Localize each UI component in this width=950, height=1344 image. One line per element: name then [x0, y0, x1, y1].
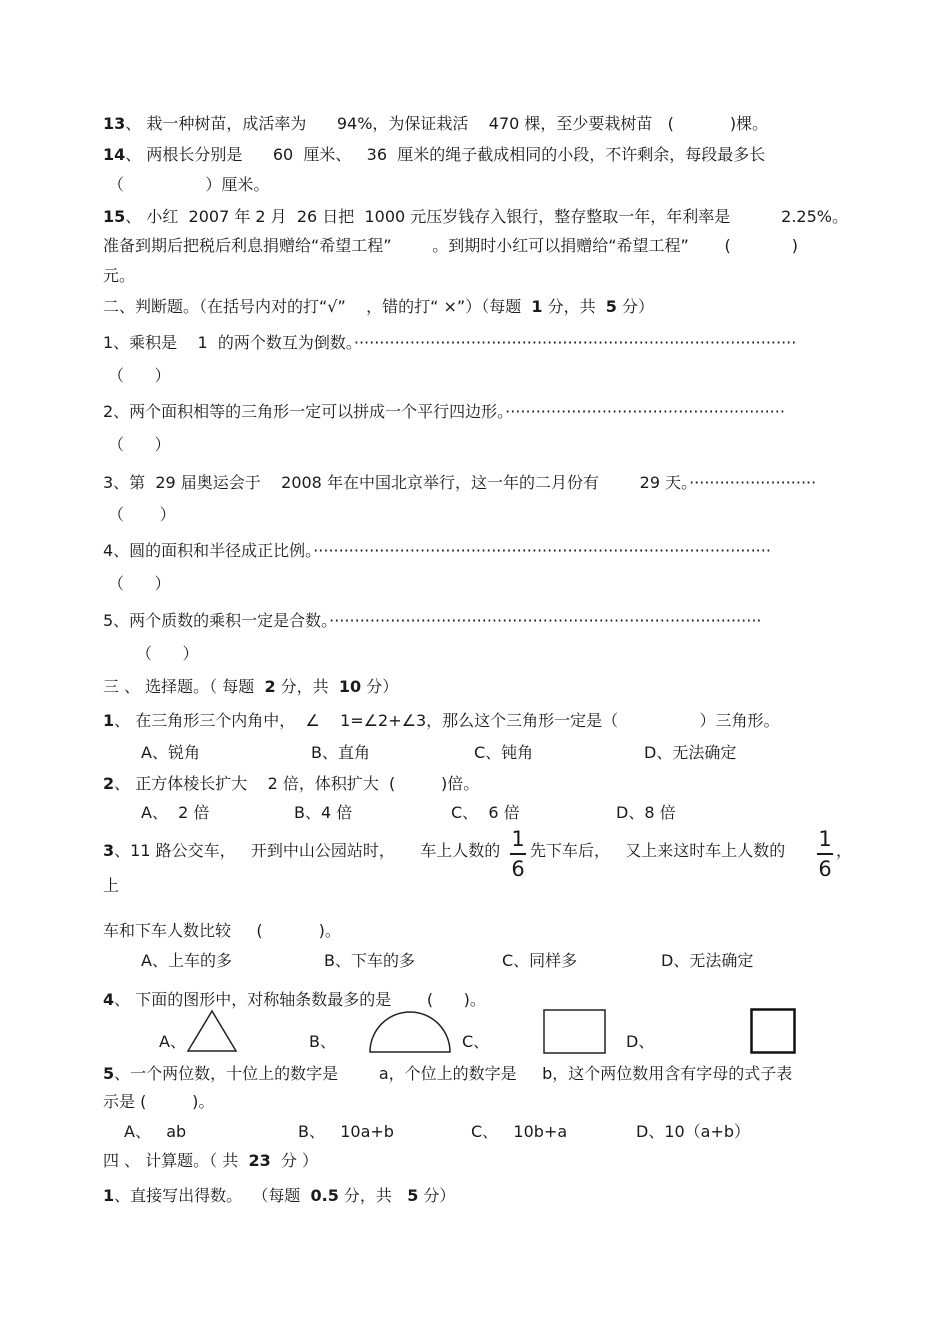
q3-text-middle: 先下车后， 又上来这时车上人数的	[530, 841, 786, 860]
judge-item-1: 1、乘积是 1 的两个数互为倒数。·······················································································	[103, 333, 797, 352]
choice-question-1: 1、 在三角形三个内角中， ∠ 1=∠2+∠3，那么这个三角形一定是（ ）三角形。	[103, 711, 780, 730]
choice-question-2: 2、 正方体棱长扩大 2 倍，体积扩大 ( )倍。	[103, 774, 480, 793]
q5-option-d[interactable]: D、10（a+b）	[636, 1122, 751, 1141]
judge-item-5: 5、两个质数的乘积一定是合数。·····················································································	[103, 611, 762, 630]
question-14-answer-blank: （ ）厘米。	[108, 175, 270, 194]
judge-item-4-paren[interactable]: （ ）	[108, 574, 171, 593]
judge-item-4: 4、圆的面积和半径成正比例。··························································································	[103, 541, 771, 560]
question-14	[103, 147, 765, 163]
calc-question-1: 1、直接写出得数。 （每题 0.5 分，共 5 分）	[103, 1186, 456, 1205]
q3-option-a[interactable]: A、上车的多	[141, 951, 232, 970]
section-3-title: 三 、 选择题。（ 每题 2 分，共 10 分）	[103, 677, 399, 696]
judge-item-2: 2、两个面积相等的三角形一定可以拼成一个平行四边形。·······················································	[103, 402, 785, 421]
semicircle-shape	[368, 1008, 452, 1054]
q3-line-2: 上	[103, 876, 120, 895]
judge-item-2-paren[interactable]: （ ）	[108, 435, 171, 454]
question-15	[103, 209, 848, 225]
rectangle-shape	[543, 1009, 606, 1054]
q3-line-3: 车和下车人数比较 ( )。	[103, 921, 341, 940]
q5-option-b[interactable]: B、 10a+b	[298, 1122, 394, 1141]
q5-option-a[interactable]: A、 ab	[124, 1122, 187, 1141]
section-2-title: 二、判断题。（在括号内对的打“√” ，错的打“ ×”）（每题 1 分，共 5 分）	[103, 297, 655, 316]
q2-option-c[interactable]: C、 6 倍	[451, 803, 520, 822]
q3-option-b[interactable]: B、下车的多	[324, 951, 415, 970]
choice-question-3: 3、11 路公交车， 开到中山公园站时， 车上人数的	[103, 841, 501, 860]
judge-item-3: 3、第 29 届奥运会于 2008 年在中国北京举行，这一年的二月份有 29 天。·························	[103, 473, 817, 492]
choice-question-4: 4、 下面的图形中，对称轴条数最多的是 ( )。	[103, 990, 486, 1009]
q2-option-b[interactable]: B、4 倍	[294, 803, 353, 822]
question-13	[103, 116, 768, 132]
judge-item-5-paren[interactable]: （ ）	[136, 644, 199, 663]
q4-option-b[interactable]: B、	[309, 1032, 336, 1051]
q4-option-d[interactable]: D、	[626, 1032, 655, 1051]
question-15-line-2: 准备到期后把税后利息捐赠给“希望工程” 。到期时小红可以捐赠给“希望工程” ( )	[103, 236, 798, 255]
question-text: 、 栽一种树苗，成活率为 94%，为保证栽活 470 棵，至少要栽树苗 ( )棵。	[125, 114, 769, 133]
square-shape	[750, 1008, 796, 1054]
q1-option-b[interactable]: B、直角	[311, 743, 370, 762]
q1-option-d[interactable]: D、无法确定	[644, 743, 737, 762]
fraction-one-sixth: 1 6	[818, 827, 832, 881]
question-text: 、 两根长分别是 60 厘米、 36 厘米的绳子截成相同的小段，不许剩余，每段最多长	[125, 145, 766, 164]
q5-option-c[interactable]: C、 10b+a	[471, 1122, 568, 1141]
section-4-title: 四 、 计算题。（ 共 23 分 ）	[103, 1151, 318, 1170]
question-number: 13	[103, 114, 126, 133]
judge-item-1-paren[interactable]: （ ）	[108, 366, 171, 385]
q3-option-c[interactable]: C、同样多	[502, 951, 578, 970]
fraction-one-sixth: 1 6	[511, 827, 525, 881]
q5-line-2: 示是 ( )。	[103, 1092, 215, 1111]
q1-option-a[interactable]: A、锐角	[141, 743, 200, 762]
q4-option-c[interactable]: C、	[462, 1032, 490, 1051]
judge-item-3-paren[interactable]: （ ）	[108, 505, 176, 524]
triangle-shape	[186, 1009, 238, 1053]
question-15-line-3: 元。	[103, 266, 136, 285]
choice-question-5: 5、一个两位数，十位上的数字是 a，个位上的数字是 b，这个两位数用含有字母的式子表	[103, 1064, 793, 1083]
question-number: 15	[103, 207, 126, 226]
q1-option-c[interactable]: C、钝角	[474, 743, 534, 762]
q3-option-d[interactable]: D、无法确定	[661, 951, 754, 970]
q2-option-d[interactable]: D、8 倍	[616, 803, 676, 822]
q4-option-a[interactable]: A、	[159, 1032, 186, 1051]
q3-comma: ，	[836, 841, 853, 860]
question-text: 、 小红 2007 年 2 月 26 日把 1000 元压岁钱存入银行，整存整取一年，年利率是 2.25%。	[125, 207, 848, 226]
question-number: 14	[103, 145, 126, 164]
q2-option-a[interactable]: A、 2 倍	[141, 803, 210, 822]
